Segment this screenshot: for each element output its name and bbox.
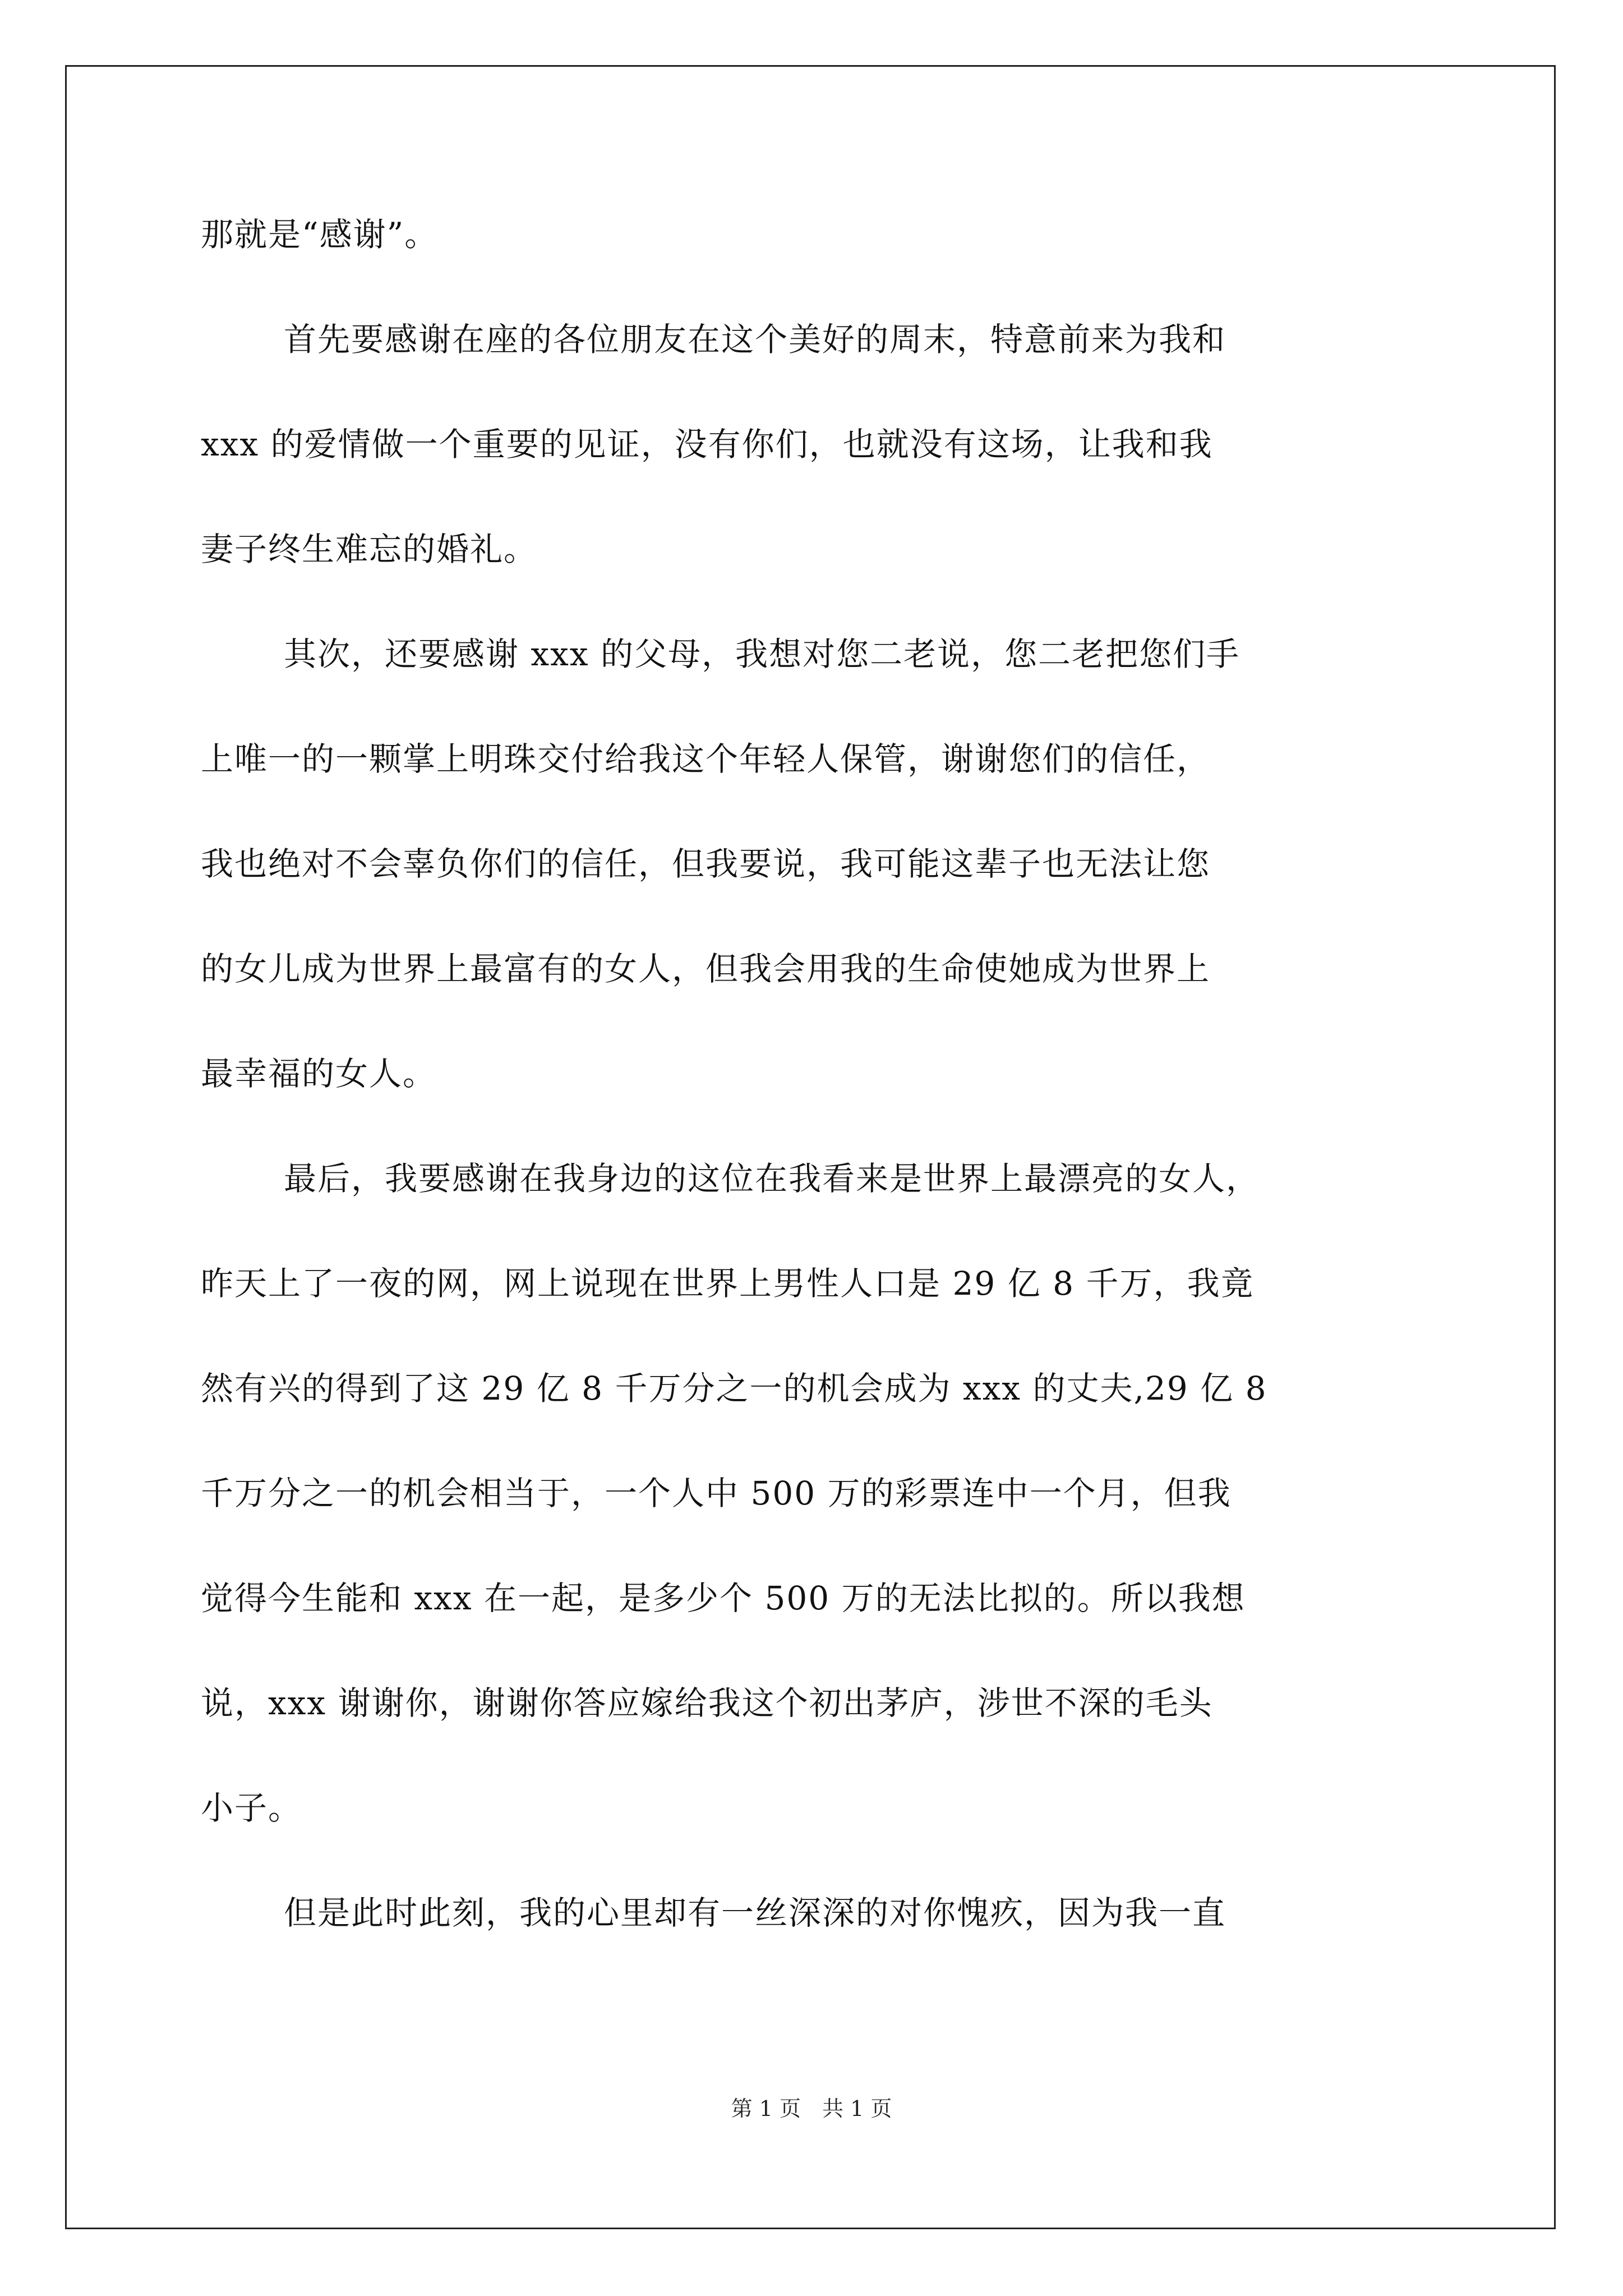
text-line: 上唯一的一颗掌上明珠交付给我这个年轻人保管，谢谢您们的信任，	[201, 740, 1211, 778]
text-line: 的女儿成为世界上最富有的女人，但我会用我的生命使她成为世界上	[201, 950, 1211, 988]
text-line: 妻子终生难忘的婚礼。	[201, 530, 538, 568]
text-line: 小子。	[201, 1789, 302, 1827]
text-line: 那就是“感谢”。	[201, 215, 439, 254]
text-line: 最幸福的女人。	[201, 1055, 437, 1093]
text-line: 千万分之一的机会相当于，一个人中 500 万的彩票连中一个月，但我	[201, 1474, 1232, 1512]
text-line: 我也绝对不会辜负你们的信任，但我要说，我可能这辈子也无法让您	[201, 845, 1211, 883]
text-line: 说，xxx 谢谢你，谢谢你答应嫁给我这个初出茅庐，涉世不深的毛头	[201, 1684, 1213, 1722]
text-line: 首先要感谢在座的各位朋友在这个美好的周末，特意前来为我和	[284, 320, 1227, 358]
text-line: 然有兴的得到了这 29 亿 8 千万分之一的机会成为 xxx 的丈夫,29 亿 8	[201, 1369, 1267, 1407]
page-footer: 第 1 页 共 1 页	[731, 2096, 892, 2121]
text-line: 最后，我要感谢在我身边的这位在我看来是世界上最漂亮的女人，	[284, 1159, 1260, 1198]
text-line: 其次，还要感谢 xxx 的父母，我想对您二老说，您二老把您们手	[284, 635, 1241, 673]
text-line: 但是此时此刻，我的心里却有一丝深深的对你愧疚，因为我一直	[284, 1894, 1227, 1932]
text-line: 觉得今生能和 xxx 在一起，是多少个 500 万的无法比拟的。所以我想	[201, 1579, 1246, 1617]
text-line: xxx 的爱情做一个重要的见证，没有你们，也就没有这场，让我和我	[201, 425, 1213, 463]
text-line: 昨天上了一夜的网，网上说现在世界上男性人口是 29 亿 8 千万，我竟	[201, 1264, 1255, 1303]
